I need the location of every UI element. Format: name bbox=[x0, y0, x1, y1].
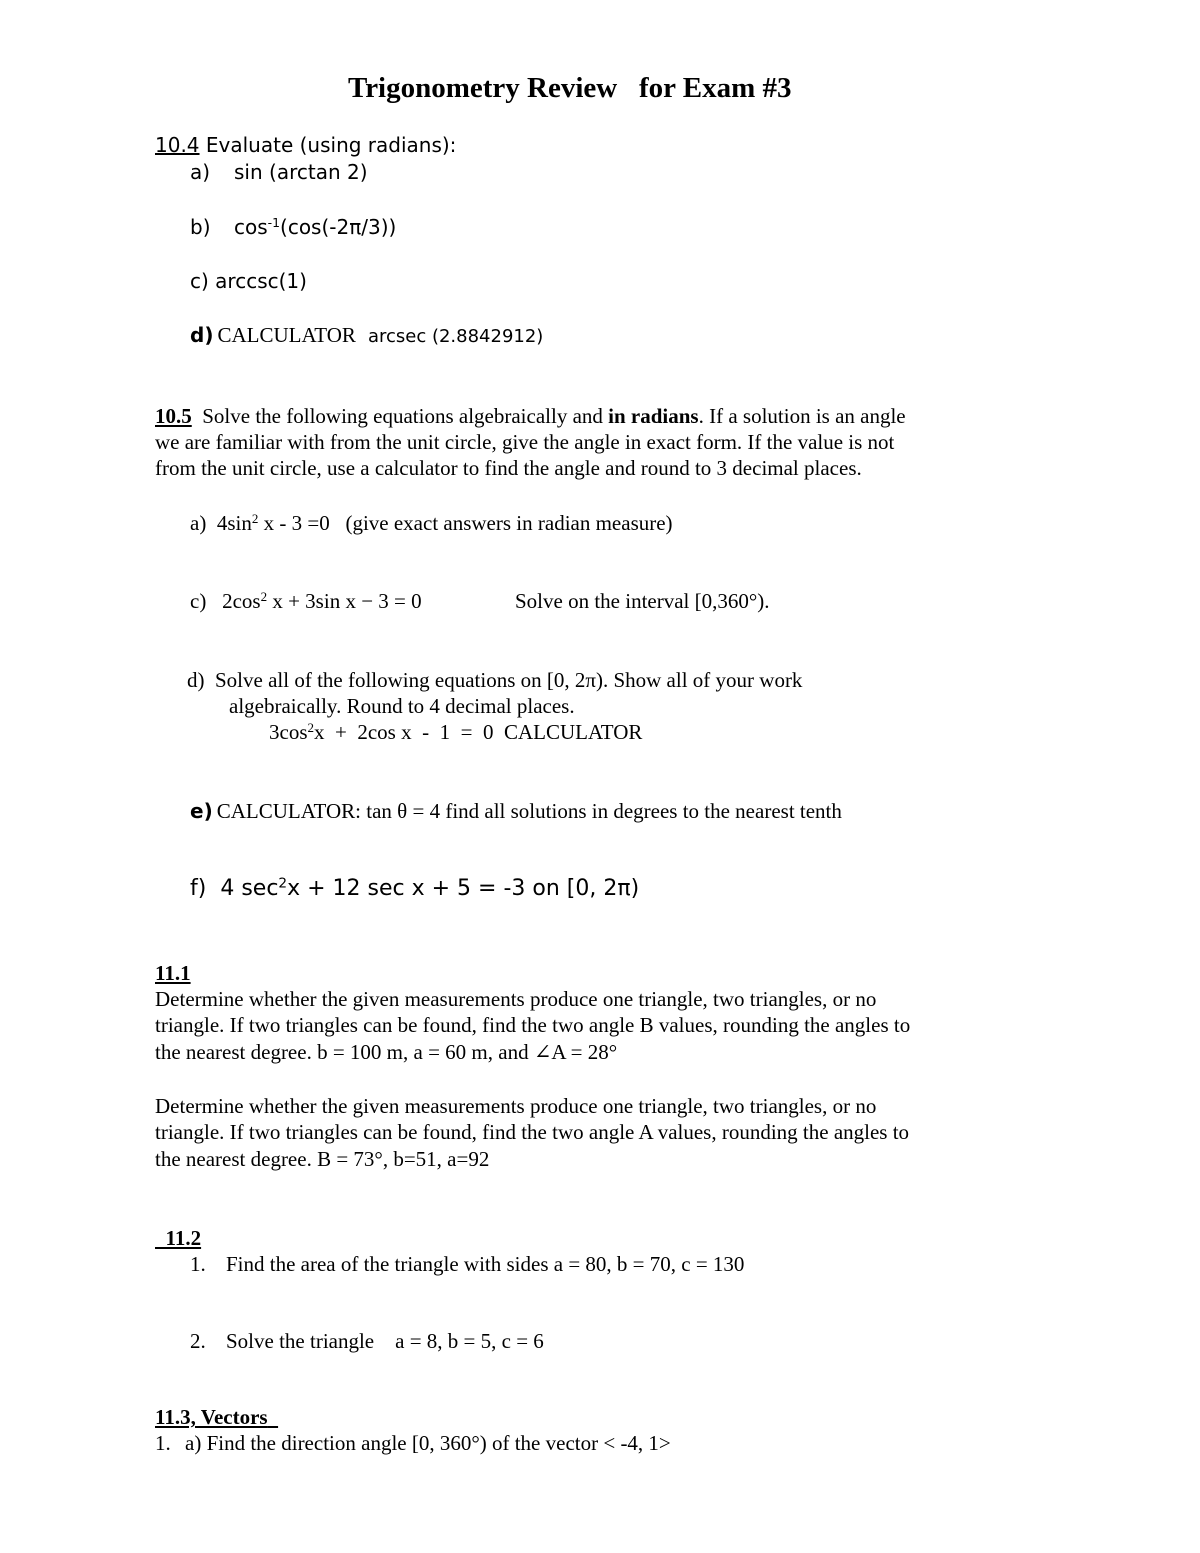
equation: 2cos bbox=[222, 589, 261, 613]
exponent: 2 bbox=[307, 719, 315, 735]
exponent: 2 bbox=[260, 588, 268, 604]
problem-10-4-c bbox=[190, 269, 307, 293]
section-11-1-p2-line3: the nearest degree. B = 73°, b=51, a=92 bbox=[155, 1147, 490, 1171]
problem-text: CALCULATOR: tan θ = 4 find all solutions in degrees to the nearest tenth bbox=[216, 799, 842, 823]
problem-text: Solve the triangle a = 8, b = 5, c = 6 bbox=[226, 1329, 544, 1353]
equation: x + 2cos x - 1 = 0 CALCULATOR bbox=[314, 720, 643, 744]
problem-label: d) bbox=[187, 668, 205, 692]
page-title bbox=[348, 72, 792, 105]
problem-text: Find the area of the triangle with sides a = 80, b = 70, c = 130 bbox=[226, 1252, 745, 1276]
problem-label: a) bbox=[190, 160, 211, 184]
equation: 3cos bbox=[269, 720, 308, 744]
problem-10-5-c-note: Solve on the interval [0,360°). bbox=[515, 589, 770, 613]
problem-10-5-d-line1 bbox=[187, 668, 802, 693]
problem-label: 2. bbox=[190, 1329, 206, 1353]
problem-10-4-b bbox=[190, 215, 396, 239]
section-number: 10.4 bbox=[155, 133, 200, 157]
problem-10-4-a bbox=[190, 160, 368, 184]
section-11-2-number bbox=[155, 1226, 201, 1251]
problem-10-5-d-equation bbox=[269, 720, 642, 745]
problem-note: (give exact answers in radian measure) bbox=[345, 511, 673, 535]
exponent: -1 bbox=[267, 215, 281, 231]
equation: x - 3 =0 bbox=[258, 511, 330, 535]
problem-text: a) Find the direction angle [0, 360°) of the vector < -4, 1> bbox=[185, 1431, 671, 1455]
problem-10-5-e bbox=[190, 799, 842, 824]
title-sub: for Exam #3 bbox=[639, 72, 792, 104]
problem-11-2-1 bbox=[190, 1252, 744, 1277]
section-11-1-p1-line3: the nearest degree. b = 100 m, a = 60 m, and ∠A = 28° bbox=[155, 1040, 618, 1064]
section-10-5-intro-line3: from the unit circle, use a calculator to find the angle and round to 3 decimal places. bbox=[155, 456, 862, 480]
problem-text: (cos(-2π/3)) bbox=[280, 215, 397, 239]
problem-label: d) bbox=[190, 323, 214, 347]
section-10-5-intro-line1 bbox=[155, 404, 906, 429]
problem-text: sin (arctan 2) bbox=[234, 160, 368, 184]
problem-label: f) bbox=[190, 876, 207, 901]
problem-text: cos bbox=[234, 215, 268, 239]
section-11-1-p1-line1: Determine whether the given measurements produce one triangle, two triangles, or no bbox=[155, 987, 877, 1011]
title-main: Trigonometry Review bbox=[348, 72, 618, 104]
problem-label: e) bbox=[190, 799, 213, 823]
section-11-1-number: 11.1 bbox=[155, 961, 191, 985]
equation: x + 3sin x − 3 = 0 bbox=[267, 589, 422, 613]
problem-label: b) bbox=[190, 215, 211, 239]
section-11-3-number bbox=[155, 1405, 278, 1430]
problem-text: arcsec (2.8842912) bbox=[367, 326, 544, 347]
section-10-4-heading bbox=[155, 133, 456, 157]
equation: 4 sec bbox=[220, 876, 279, 901]
section-10-5-intro-line2: we are familiar with from the unit circle, give the angle in exact form. If the value is not bbox=[155, 430, 895, 454]
intro-bold: in radians bbox=[608, 404, 699, 428]
section-number: 10.5 bbox=[155, 404, 192, 428]
equation: x + 12 sec x + 5 = -3 on [0, 2π) bbox=[287, 876, 640, 901]
section-11-1-p1-line2: triangle. If two triangles can be found, find the two angle B values, rounding the angles to bbox=[155, 1013, 911, 1037]
intro-text: Solve the following equations algebraically and bbox=[202, 404, 603, 428]
problem-10-5-a bbox=[190, 511, 673, 536]
equation: 4sin bbox=[216, 511, 252, 535]
problem-label: 1. bbox=[190, 1252, 206, 1276]
exponent: 2 bbox=[251, 510, 259, 526]
intro-text: . If a solution is an angle bbox=[698, 404, 906, 428]
section-11-1-p2-line1: Determine whether the given measurements produce one triangle, two triangles, or no bbox=[155, 1094, 877, 1118]
problem-label: 1. bbox=[155, 1431, 171, 1455]
problem-text: arccsc(1) bbox=[215, 269, 307, 293]
section-number: 11.3, Vectors bbox=[155, 1405, 268, 1429]
section-11-1-p2-line2: triangle. If two triangles can be found, find the two angle A values, rounding the angles to bbox=[155, 1120, 910, 1144]
exponent: 2 bbox=[278, 875, 288, 892]
problem-label: c) bbox=[190, 589, 207, 613]
section-heading-text: Evaluate (using radians): bbox=[205, 133, 457, 157]
problem-10-4-d bbox=[190, 323, 543, 348]
problem-11-2-2 bbox=[190, 1329, 544, 1354]
problem-label: c) bbox=[190, 269, 209, 293]
problem-10-5-f bbox=[190, 876, 639, 901]
problem-11-3-1 bbox=[155, 1431, 671, 1456]
problem-10-5-d-line2: algebraically. Round to 4 decimal places. bbox=[229, 694, 575, 718]
section-number: 11.2 bbox=[165, 1226, 202, 1250]
problem-label: a) bbox=[190, 511, 207, 535]
problem-10-5-c bbox=[190, 589, 422, 614]
calculator-tag: CALCULATOR bbox=[217, 323, 356, 347]
problem-text: Solve all of the following equations on [0, 2π). Show all of your work bbox=[215, 668, 803, 692]
